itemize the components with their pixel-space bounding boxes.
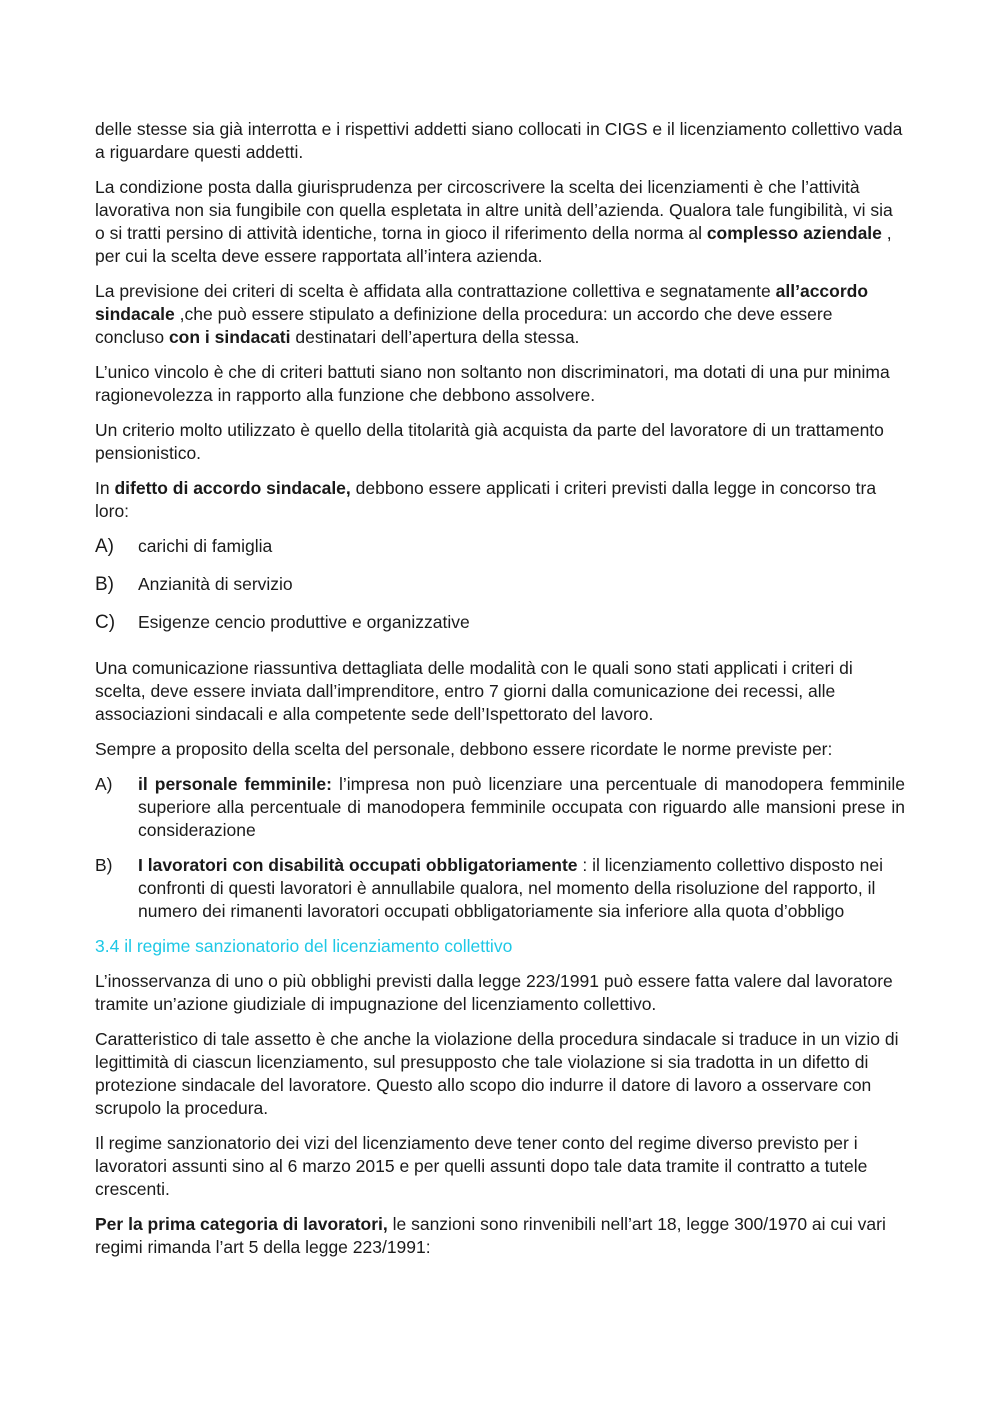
bold-text: complesso aziendale (706, 223, 882, 243)
list-label: A) (95, 774, 113, 794)
paragraph: In difetto di accordo sindacale, debbono essere applicati i criteri previsti dalla legge in concorso tra loro: (95, 478, 877, 521)
list-label: A) (95, 536, 114, 557)
bold-text: il personale femminile: (138, 774, 332, 794)
list-text: I lavoratori con disabilità occupati obbligatoriamente : il licenziamento collettivo disposto nei confronti di questi lavoratori è annullabile qualora, nel momento della risoluzione del rapporto, il numero dei rimanenti lavoratori occupati obbligatoriamente sia inferiore alla quota d’obbligo (138, 855, 883, 921)
bold-text: Per la prima categoria di lavoratori, (95, 1214, 388, 1234)
paragraph: Sempre a proposito della scelta del personale, debbono essere ricordate le norme previste per: (95, 739, 833, 759)
paragraph: Un criterio molto utilizzato è quello della titolarità già acquista da parte del lavoratore di un trattamento pensionistico. (95, 420, 884, 463)
paragraph: L’unico vincolo è che di criteri battuti siano non soltanto non discriminatori, ma dotati di una pur minima ragionevolezza in rapporto alla funzione che debbono assolvere. (95, 362, 890, 405)
list-item (95, 535, 905, 573)
paragraph: Il regime sanzionatorio dei vizi del licenziamento deve tener conto del regime diverso previsto per i lavoratori assunti sino al 6 marzo 2015 e per quelli assunti dopo tale data tramite il contratto a tutele crescenti. (95, 1133, 868, 1199)
list-text: il personale femminile: l’impresa non può licenziare una percentuale di manodopera femminile superiore alla percentuale di manodopera femminile occupata con riguardo alle mansioni prese in considerazione (138, 774, 906, 840)
section-heading: 3.4 il regime sanzionatorio del licenziamento collettivo (95, 936, 513, 956)
list-text: Esigenze cencio produttive e organizzative (138, 612, 470, 632)
paragraph: delle stesse sia già interrotta e i rispettivi addetti siano collocati in CIGS e il licenziamento collettivo vada a riguardare questi addetti. (95, 119, 903, 162)
paragraph: La condizione posta dalla giurisprudenza per circoscrivere la scelta dei licenziamenti è che l’attività lavorativa non sia fungibile con quella espletata in altre unità dell’azienda. Qualora tale fungibilità, vi sia o si tratti persino di attività identiche, torna in gioco il riferimento della norma al complesso aziendale , per cui la scelta deve essere rapportata all’intera azienda. (95, 177, 893, 266)
bold-text: con i sindacati (168, 327, 291, 347)
list-label: C) (95, 612, 116, 633)
bold-text: I lavoratori con disabilità occupati obbligatoriamente (138, 855, 578, 875)
paragraph: Una comunicazione riassuntiva dettagliata delle modalità con le quali sono stati applicati i criteri di scelta, deve essere inviata dall’imprenditore, entro 7 giorni dalla comunicazione dei recessi, alle associazioni sindacali e alla competente sede dell’Ispettorato del lavoro. (95, 658, 853, 724)
list-item (95, 573, 905, 611)
list-label: B) (95, 855, 113, 875)
paragraph: Caratteristico di tale assetto è che anche la violazione della procedura sindacale si traduce in un vizio di legittimità di ciascun licenziamento, sul presupposto che tale violazione si sia tradotta in un difetto di protezione sindacale del lavoratore. Questo allo scopo dio indurre il datore di lavoro a osservare con scrupolo la procedura. (95, 1029, 899, 1118)
list-text: carichi di famiglia (138, 536, 273, 556)
paragraph: L’inosservanza di uno o più obblighi previsti dalla legge 223/1991 può essere fatta valere dal lavoratore tramite un’azione giudiziale di impugnazione del licenziamento collettivo. (95, 971, 893, 1014)
list-label: B) (95, 574, 114, 595)
paragraph: La previsione dei criteri di scelta è affidata alla contrattazione collettiva e segnatamente all’accordo sindacale ,che può essere stipulato a definizione della procedura: un accordo che deve essere concluso con i sindacati destinatari dell’apertura della stessa. (95, 281, 869, 347)
bold-text: all’accordo sindacale (95, 281, 869, 324)
list-item (95, 773, 905, 842)
list-item (95, 611, 905, 649)
document-body (95, 118, 905, 1271)
paragraph: Per la prima categoria di lavoratori, le sanzioni sono rinvenibili nell’art 18, legge 300/1970 ai cui vari regimi rimanda l’art 5 della legge 223/1991: (95, 1214, 886, 1257)
criteria-list (95, 535, 905, 649)
bold-text: difetto di accordo sindacale, (114, 478, 351, 498)
list-text: Anzianità di servizio (138, 574, 293, 594)
list-item (95, 854, 905, 923)
